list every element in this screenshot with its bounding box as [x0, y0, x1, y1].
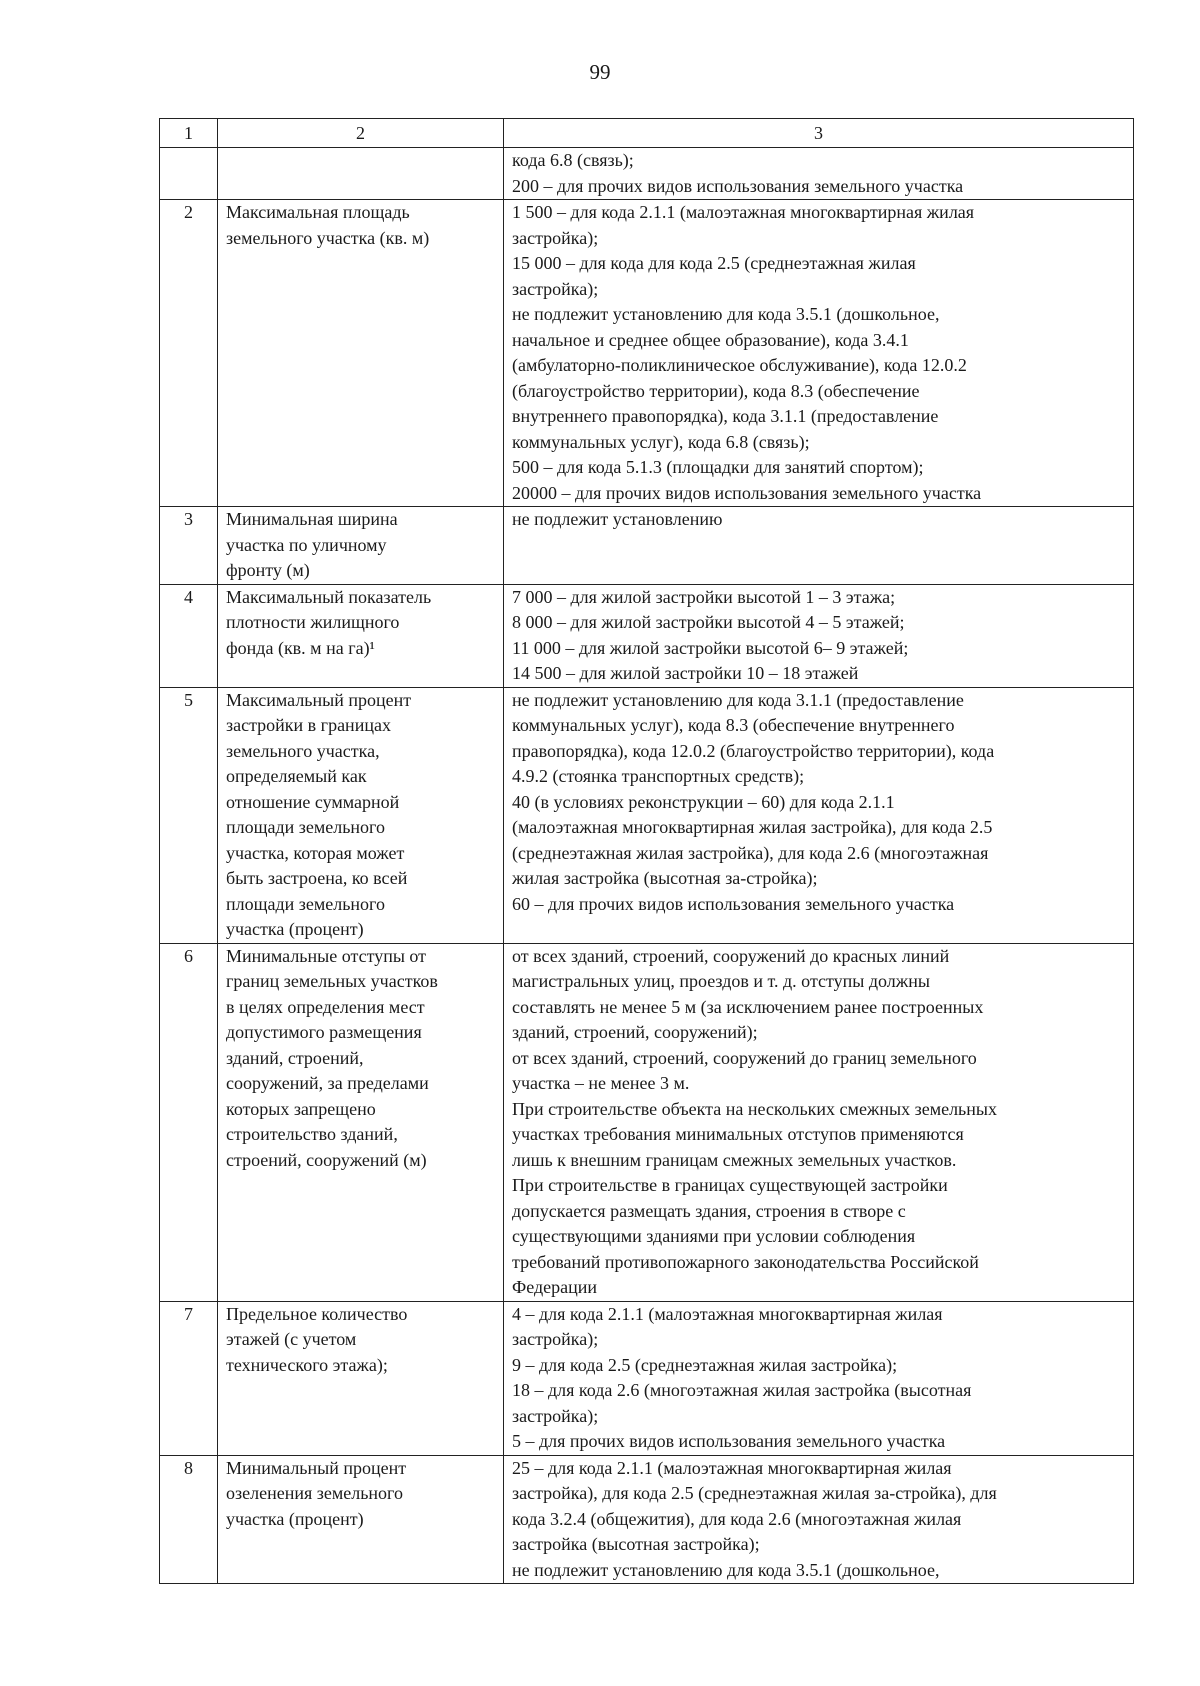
parameter-line: фронту (м) [226, 560, 310, 580]
parameter-line: участка, которая может [226, 842, 405, 863]
parameter-cell [218, 148, 504, 200]
parameter-line: Минимальный процент [226, 1457, 407, 1478]
value-line: существующими зданиями при условии соблюдения [512, 1226, 916, 1246]
parameter-line: земельного участка, [226, 740, 380, 761]
column-header: 2 [218, 119, 504, 148]
value-line: 200 – для прочих видов использования земельного участка [512, 175, 964, 196]
parameter-line: Максимальный процент [226, 689, 412, 710]
parameter-line: площади земельного [226, 817, 385, 837]
value-line: Федерации [512, 1277, 598, 1297]
value-line: 40 (в условиях реконструкции – 60) для кода 2.1.1 [512, 791, 895, 812]
regulations-table [159, 118, 1134, 1584]
value-line: кода 3.2.4 (общежития), для кода 2.6 (многоэтажная жилая [512, 1508, 962, 1529]
parameter-line: Максимальный показатель [226, 586, 432, 607]
table-row [160, 507, 1134, 585]
value-cell [504, 200, 1134, 507]
parameter-line: в целях определения мест [226, 996, 425, 1017]
parameter-line: Максимальная площадь [226, 202, 410, 222]
parameter-line: площади земельного [226, 893, 385, 914]
parameter-cell [218, 507, 504, 585]
parameter-cell [218, 1455, 504, 1584]
value-line: кода 6.8 (связь); [512, 150, 634, 170]
parameter-line: Минимальная ширина [226, 509, 398, 529]
parameter-line: участка (процент) [226, 1508, 364, 1529]
parameter-line: участка по уличному [226, 534, 387, 555]
value-line: 1 500 – для кода 2.1.1 (малоэтажная многоквартирная жилая [512, 202, 975, 222]
parameter-line: границ земельных участков [226, 971, 438, 991]
parameter-line: Минимальные отступы от [226, 945, 427, 966]
parameter-cell [218, 1301, 504, 1455]
value-line: допускается размещать здания, строения в створе с [512, 1200, 906, 1221]
parameter-line: озеленения земельного [226, 1483, 403, 1503]
value-line: 8 000 – для жилой застройки высотой 4 – 5 этажей; [512, 612, 905, 632]
parameter-line: этажей (с учетом [226, 1329, 357, 1349]
value-cell [504, 507, 1134, 585]
value-line: 25 – для кода 2.1.1 (малоэтажная многоквартирная жилая [512, 1457, 952, 1478]
value-cell [504, 687, 1134, 943]
value-line: 5 – для прочих видов использования земельного участка [512, 1431, 946, 1451]
parameter-line: сооружений, за пределами [226, 1073, 429, 1093]
row-number [160, 148, 218, 200]
value-line: от всех зданий, строений, сооружений до границ земельного [512, 1047, 977, 1068]
value-line: лишь к внешним границам смежных земельных участков. [512, 1149, 957, 1170]
parameter-line: строительство зданий, [226, 1124, 398, 1144]
value-line: 18 – для кода 2.6 (многоэтажная жилая застройка (высотная [512, 1380, 972, 1400]
value-line: 500 – для кода 5.1.3 (площадки для занятий спортом); [512, 457, 924, 477]
value-line: 4 – для кода 2.1.1 (малоэтажная многоквартирная жилая [512, 1303, 943, 1324]
value-line: 7 000 – для жилой застройки высотой 1 – 3 этажа; [512, 586, 896, 607]
value-line: участка – не менее 3 м. [512, 1073, 690, 1093]
value-line: 14 500 – для жилой застройки 10 – 18 этажей [512, 663, 859, 683]
value-line: застройка); [512, 1405, 599, 1426]
value-line: коммунальных услуг), кода 6.8 (связь); [512, 431, 810, 452]
row-number: 4 [160, 584, 218, 687]
value-line: застройка); [512, 278, 599, 299]
table-row [160, 584, 1134, 687]
column-header: 1 [160, 119, 218, 148]
value-line: застройка), для кода 2.5 (среднеэтажная жилая за-стройка), для [512, 1483, 997, 1503]
parameter-line: зданий, строений, [226, 1047, 364, 1068]
parameter-line: определяемый как [226, 766, 367, 786]
value-line: не подлежит установлению для кода 3.5.1 (дошкольное, [512, 1559, 940, 1580]
value-line: требований противопожарного законодательства Российской [512, 1251, 979, 1272]
table-row [160, 200, 1134, 507]
table-row [160, 943, 1134, 1301]
value-line: не подлежит установлению для кода 3.1.1 (предоставление [512, 689, 964, 710]
column-header: 3 [504, 119, 1134, 148]
parameter-line: технического этажа); [226, 1354, 388, 1375]
parameter-line: которых запрещено [226, 1098, 376, 1119]
value-line: не подлежит установлению для кода 3.5.1 (дошкольное, [512, 304, 940, 324]
value-line: При строительстве в границах существующей застройки [512, 1175, 948, 1195]
value-line: (благоустройство территории), кода 8.3 (обеспечение [512, 380, 920, 401]
row-number: 8 [160, 1455, 218, 1584]
value-line: (среднеэтажная жилая застройка), для кода 2.6 (многоэтажная [512, 842, 989, 863]
value-line: 9 – для кода 2.5 (среднеэтажная жилая застройка); [512, 1354, 898, 1375]
value-line: составлять не менее 5 м (за исключением ранее построенных [512, 996, 984, 1017]
table-header-row [160, 119, 1134, 148]
value-line: 60 – для прочих видов использования земельного участка [512, 893, 955, 914]
value-line: 20000 – для прочих видов использования земельного участка [512, 482, 982, 503]
value-cell [504, 943, 1134, 1301]
value-line: застройка); [512, 227, 599, 248]
value-cell [504, 148, 1134, 200]
value-line: При строительстве объекта на нескольких смежных земельных [512, 1098, 997, 1119]
value-line: 11 000 – для жилой застройки высотой 6– 9 этажей; [512, 637, 909, 658]
parameter-cell [218, 687, 504, 943]
table-row [160, 1301, 1134, 1455]
parameter-line: отношение суммарной [226, 791, 400, 812]
value-line: застройка (высотная застройка); [512, 1534, 760, 1554]
parameter-line: допустимого размещения [226, 1022, 422, 1042]
parameter-cell [218, 200, 504, 507]
parameter-cell [218, 584, 504, 687]
parameter-line: плотности жилищного [226, 612, 400, 632]
value-line: 15 000 – для кода для кода 2.5 (среднеэтажная жилая [512, 253, 916, 273]
row-number: 5 [160, 687, 218, 943]
table-row [160, 687, 1134, 943]
row-number: 6 [160, 943, 218, 1301]
value-line: застройка); [512, 1329, 599, 1349]
value-line: (малоэтажная многоквартирная жилая застройка), для кода 2.5 [512, 817, 993, 837]
row-number: 3 [160, 507, 218, 585]
value-line: от всех зданий, строений, сооружений до красных линий [512, 945, 950, 966]
value-line: жилая застройка (высотная за-стройка); [512, 868, 818, 888]
value-line: магистральных улиц, проездов и т. д. отступы должны [512, 971, 930, 991]
parameter-line: земельного участка (кв. м) [226, 227, 430, 248]
parameter-line: участка (процент) [226, 919, 364, 939]
value-line: правопорядка), кода 12.0.2 (благоустройство территории), кода [512, 740, 995, 761]
parameter-line: Предельное количество [226, 1303, 408, 1324]
parameter-line: быть застроена, ко всей [226, 868, 408, 888]
table-row [160, 1455, 1134, 1584]
value-line: внутреннего правопорядка), кода 3.1.1 (предоставление [512, 406, 939, 426]
parameter-line: застройки в границах [226, 715, 391, 735]
value-line: не подлежит установлению [512, 509, 723, 529]
value-cell [504, 1301, 1134, 1455]
page-number: 99 [589, 60, 611, 84]
parameter-line: строений, сооружений (м) [226, 1149, 427, 1170]
table-body [160, 148, 1134, 1584]
value-cell [504, 1455, 1134, 1584]
parameter-line: фонда (кв. м на га)¹ [226, 637, 375, 658]
value-line: начальное и среднее общее образование), кода 3.4.1 [512, 329, 909, 350]
table-row [160, 148, 1134, 200]
parameter-cell [218, 943, 504, 1301]
row-number: 7 [160, 1301, 218, 1455]
row-number: 2 [160, 200, 218, 507]
value-line: зданий, строений, сооружений); [512, 1022, 758, 1042]
value-cell [504, 584, 1134, 687]
value-line: коммунальных услуг), кода 8.3 (обеспечение внутреннего [512, 715, 955, 735]
value-line: участках требования минимальных отступов применяются [512, 1124, 964, 1144]
value-line: 4.9.2 (стоянка транспортных средств); [512, 766, 805, 786]
value-line: (амбулаторно-поликлиническое обслуживание), кода 12.0.2 [512, 355, 967, 375]
